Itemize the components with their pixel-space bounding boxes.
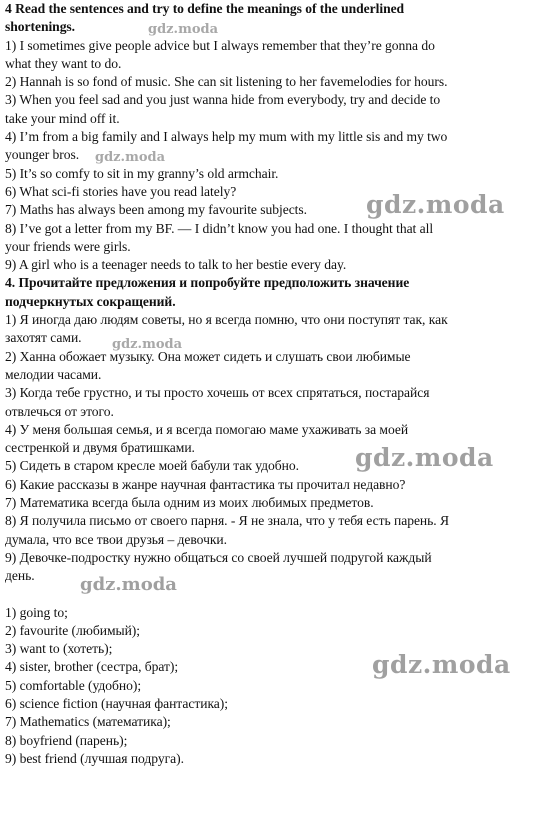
russian-line-14: 9) Девочке-подростку нужно общаться со своей лучшей подругой каждый [5, 549, 432, 565]
watermark: gdz.moda [355, 443, 494, 472]
answer-item-1: 1) going to; [5, 604, 68, 620]
answer-item-6: 6) science fiction (научная фантастика); [5, 695, 228, 711]
russian-line-5: 3) Когда тебе грустно, и ты просто хочешь от всех спрятаться, постарайся [5, 385, 430, 401]
russian-line-9: 5) Сидеть в старом кресле моей бабули так удобно. [5, 458, 299, 474]
russian-line-12: 8) Я получила письмо от своего парня. - Я не знала, что у тебя есть парень. Я [5, 513, 450, 529]
english-line-9: 6) What sci-fi stories have you read lately? [5, 183, 237, 199]
watermark: gdz.moda [148, 22, 219, 37]
english-line-10: 7) Maths has always been among my favourite subjects. [5, 202, 308, 218]
english-line-3: 2) Hannah is so fond of music. She can sit listening to her favemelodies for hours. [5, 74, 448, 90]
watermark: gdz.moda [112, 337, 183, 352]
english-line-11: 8) I’ve got a letter from my BF. — I didn’t know you had one. I thought that all [5, 220, 434, 236]
russian-heading-line-2: подчеркнутых сокращений. [5, 293, 176, 309]
english-heading-line-1: 4 Read the sentences and try to define the meanings of the underlined [5, 1, 405, 16]
section-gap [5, 586, 541, 604]
document-page [5, 0, 541, 768]
english-line-12: your friends were girls. [5, 238, 131, 254]
watermark: gdz.moda [366, 190, 505, 219]
english-line-8: 5) It’s so comfy to sit in my granny’s old armchair. [5, 165, 279, 181]
answer-item-3: 3) want to (хотеть); [5, 641, 113, 657]
russian-line-11: 7) Математика всегда была одним из моих любимых предметов. [5, 495, 374, 511]
russian-line-4: мелодии часами. [5, 366, 102, 382]
answer-item-4: 4) sister, brother (сестра, брат); [5, 659, 179, 675]
russian-line-10: 6) Какие рассказы в жанре научная фантастика ты прочитал недавно? [5, 476, 406, 492]
answer-item-5: 5) comfortable (удобно); [5, 677, 142, 693]
english-line-13: 9) A girl who is a teenager needs to talk to her bestie every day. [5, 257, 347, 273]
russian-line-1: 1) Я иногда даю людям советы, но я всегда помню, что они поступят так, как [5, 312, 448, 328]
russian-line-2: захотят сами. [5, 330, 82, 346]
english-heading-line-2: shortenings. [5, 19, 76, 35]
answers-list [5, 604, 541, 769]
answer-item-8: 8) boyfriend (парень); [5, 732, 128, 748]
russian-line-6: отвлечься от этого. [5, 403, 114, 419]
english-line-6: 4) I’m from a big family and I always help my mum with my little sis and my two [5, 129, 448, 145]
answer-item-9: 9) best friend (лучшая подруга). [5, 750, 184, 766]
russian-line-8: сестренкой и двумя братишками. [5, 440, 195, 456]
english-line-1: 1) I sometimes give people advice but I always remember that they’re gonna do [5, 37, 435, 53]
russian-line-15: день. [5, 568, 35, 584]
answer-item-7: 7) Mathematics (математика); [5, 714, 171, 730]
watermark: gdz.moda [372, 650, 511, 679]
english-line-5: take your mind off it. [5, 110, 120, 126]
watermark: gdz.moda [95, 150, 166, 165]
answer-item-2: 2) favourite (любимый); [5, 622, 141, 638]
russian-heading-line-1: 4. Прочитайте предложения и попробуйте предположить значение [5, 275, 410, 291]
english-line-2: what they want to do. [5, 55, 122, 71]
russian-line-3: 2) Ханна обожает музыку. Она может сидеть и слушать свои любимые [5, 348, 411, 364]
english-line-7: younger bros. [5, 147, 80, 163]
watermark: gdz.moda [80, 574, 177, 595]
english-line-4: 3) When you feel sad and you just wanna hide from everybody, try and decide to [5, 92, 441, 108]
russian-section [5, 274, 541, 585]
russian-line-13: думала, что все твои друзья – девочки. [5, 531, 227, 547]
russian-line-7: 4) У меня большая семья, и я всегда помогаю маме ухаживать за моей [5, 421, 409, 437]
english-section [5, 0, 541, 274]
